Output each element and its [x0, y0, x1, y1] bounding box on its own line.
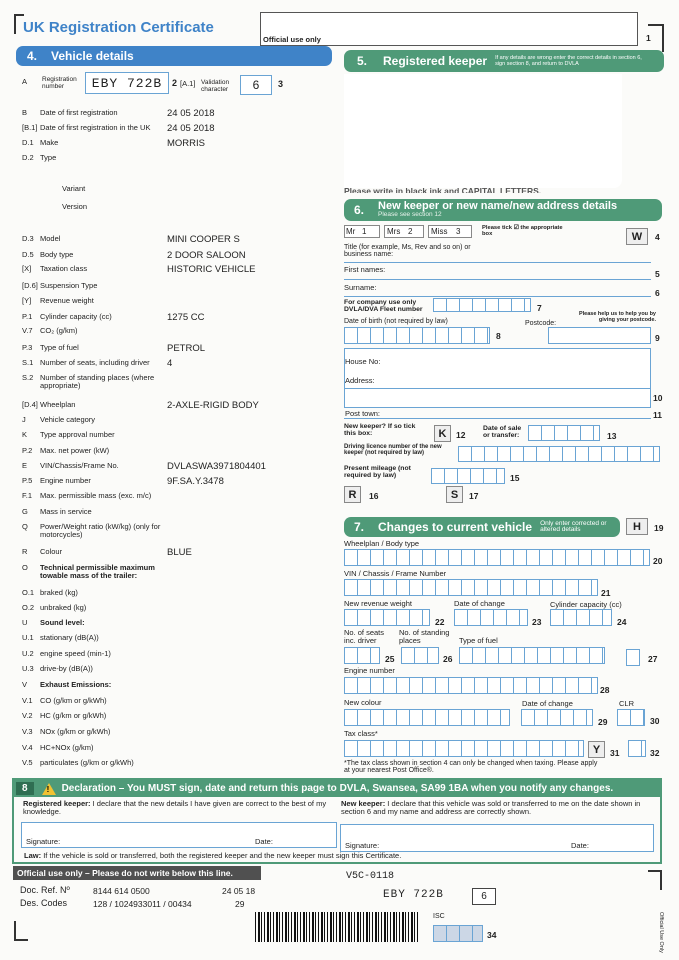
registered-keeper-signature-box[interactable] [21, 822, 337, 848]
title-field-label: Title (for example, Ms, Rev and so on) or business name: [344, 244, 471, 259]
doc-ref-label: Doc. Ref. Nº [20, 885, 70, 895]
row-code: D.2 [22, 153, 34, 162]
section-6-title: New keeper or new name/new address details [378, 200, 618, 213]
licence-label: Driving licence number of the new keeper (not required by law) [344, 444, 442, 457]
title-miss-number: 3 [456, 227, 461, 236]
row-code: O [22, 563, 28, 572]
row-code: B [22, 108, 28, 117]
row-label: Max. net power (kW) [40, 446, 110, 455]
row-code: [B.1] [22, 123, 38, 132]
row-value: DVLASWA3971804401 [167, 461, 266, 472]
row-label: stationary (dB(A)) [40, 633, 99, 642]
section-7-number: 7. [354, 520, 365, 534]
row-code: V.2 [22, 711, 33, 720]
row-code: P.1 [22, 312, 33, 321]
w-box: W [626, 228, 648, 245]
vin-input[interactable] [344, 579, 598, 596]
registered-keeper-bold: Registered keeper: [23, 799, 91, 808]
dob-input[interactable] [344, 327, 490, 344]
row-label: Exhaust Emissions: [40, 680, 112, 689]
vin-label: VIN / Chassis / Frame Number [344, 569, 447, 578]
row-code: S.2 [22, 373, 34, 382]
box-number-25: 25 [385, 654, 395, 664]
row-label: Mass in service [40, 507, 92, 516]
row-label: braked (kg) [40, 588, 78, 597]
footer-registration: EBY 722B [383, 889, 444, 901]
title-mrs-number: 2 [408, 227, 413, 236]
row-label: Power/Weight ratio (kW/kg) (only for motorcycles) [40, 522, 161, 539]
cylinder-capacity-label: Cylinder capacity (cc) [550, 600, 622, 609]
tax-class-input[interactable] [344, 740, 584, 757]
y-box: Y [588, 741, 605, 758]
row-value: MORRIS [167, 138, 205, 149]
row-value: 2-AXLE-RIGID BODY [167, 400, 259, 411]
row-label: Type of fuel [40, 343, 79, 352]
section-5-cut-text: Please write in black ink and CAPITAL LETTERS. [344, 187, 542, 193]
box-number-6: 6 [655, 288, 660, 298]
registered-keeper-text: I declare that the new details I have given are correct to the best of my knowledge. [23, 799, 327, 816]
row-value: BLUE [167, 547, 192, 558]
row-value: 1275 CC [167, 312, 205, 323]
box-number-1: 1 [646, 33, 651, 43]
law-note [24, 852, 401, 860]
fleet-number-input[interactable] [433, 298, 531, 312]
address-label: Address: [345, 376, 375, 385]
row-code: P.3 [22, 343, 33, 352]
box-number-15: 15 [510, 473, 520, 483]
row-code: F.1 [22, 491, 33, 500]
row-code: V.4 [22, 743, 33, 752]
clr-label: CLR [619, 699, 635, 708]
row-code: D.3 [22, 234, 34, 243]
row-label: HC+NOx (g/km) [40, 743, 94, 752]
row-code: J [22, 415, 26, 424]
row-label: engine speed (min-1) [40, 649, 111, 658]
title-mr-label: Mr [346, 227, 356, 236]
title-field-line [344, 262, 651, 263]
box-number-21: 21 [601, 588, 611, 598]
new-keeper-declaration [341, 800, 653, 816]
box-number-29: 29 [598, 717, 608, 727]
row-value: HISTORIC VEHICLE [167, 264, 256, 275]
postcode-help: Please help us to help you by giving your postcode. [578, 311, 656, 323]
row-label: Cylinder capacity (cc) [40, 312, 112, 321]
row-code: D.5 [22, 250, 34, 259]
row-label: Revenue weight [40, 296, 94, 305]
row-value: PETROL [167, 343, 206, 354]
section-5-header [344, 50, 664, 72]
clr-input[interactable] [617, 709, 645, 726]
official-use-side-text: Official Use Only [658, 912, 664, 953]
first-names-line [344, 279, 651, 280]
engine-number-label: Engine number [344, 666, 395, 675]
box-number-26: 26 [443, 654, 453, 664]
row-label: Model [40, 234, 61, 243]
form-code: V5C-0118 [346, 871, 395, 882]
box-number-27: 27 [648, 654, 658, 664]
reg-number-2: 2 [172, 78, 178, 88]
row-label: Body type [40, 250, 74, 259]
standing-input[interactable] [401, 647, 439, 664]
revenue-weight-label: New revenue weight [344, 599, 412, 608]
row-label: CO (g/km or g/kWh) [40, 696, 107, 705]
section-6-number: 6. [354, 203, 365, 217]
row-label: Suspension Type [40, 281, 98, 290]
post-town-label: Post town: [345, 409, 381, 418]
reg-ref: [A.1] [180, 79, 196, 88]
row-label: Number of standing places (where appropriate) [40, 373, 155, 390]
title-miss-label: Miss [431, 227, 448, 236]
row-code: [X] [22, 264, 32, 273]
registered-keeper-declaration [23, 800, 335, 816]
row-label: Date of first registration [40, 108, 118, 117]
row-label: Number of seats, including driver [40, 358, 150, 367]
row-value: 2 DOOR SALOON [167, 250, 246, 261]
date-of-sale-input[interactable] [528, 425, 600, 441]
row-code: O.1 [22, 588, 35, 597]
row-label: drive-by (dB(A)) [40, 664, 93, 673]
row-label: Max. permissible mass (exc. m/c) [40, 491, 152, 500]
row-code: S.1 [22, 358, 34, 367]
section-4-number: 4. [27, 49, 38, 63]
box-number-11: 11 [653, 410, 662, 420]
address-line [344, 388, 651, 389]
row-label: unbraked (kg) [40, 603, 87, 612]
row-code: D.1 [22, 138, 34, 147]
row-code: G [22, 507, 28, 516]
section-8-title: Declaration – You MUST sign, date and return this page to DVLA, Swansea, SA99 1BA when you notify any changes. [61, 783, 614, 794]
box-number-19: 19 [654, 523, 664, 533]
signature-label-2: Signature: [345, 841, 380, 850]
official-use-label: Official use only [263, 35, 321, 44]
section-8-number: 8 [16, 782, 34, 795]
des-codes-number: 29 [235, 899, 245, 909]
row-code: U [22, 618, 28, 627]
row-label: Type [40, 153, 57, 162]
box-number-10: 10 [653, 393, 663, 403]
row-label: Wheelplan [40, 400, 76, 409]
post-town-line [344, 418, 651, 419]
row-label: CO₂ (g/km) [40, 326, 78, 335]
row-value: MINI COOPER S [167, 234, 240, 245]
standing-label: No. of standing places [399, 628, 450, 645]
des-codes-label: Des. Codes [20, 898, 68, 908]
box-number-24: 24 [617, 617, 627, 627]
new-colour-label: New colour [344, 698, 382, 707]
wheelplan-input[interactable] [344, 549, 650, 566]
row-label: Technical permissible maximum towable mass of the trailer: [40, 563, 155, 580]
r-box[interactable]: R [344, 486, 361, 503]
box-number-8: 8 [496, 331, 501, 341]
licence-input[interactable] [458, 446, 660, 462]
row-code: V [22, 680, 28, 689]
engine-number-input[interactable] [344, 677, 598, 694]
signature-label-1: Signature: [26, 837, 61, 846]
row-code: V.3 [22, 727, 33, 736]
section-7-header [344, 517, 620, 537]
law-bold: Law: [24, 851, 42, 860]
row-label: Version [62, 202, 88, 211]
row-code: [D.4] [22, 400, 38, 409]
row-label: Make [40, 138, 59, 147]
cylinder-capacity-input[interactable] [550, 609, 612, 626]
row-code: P.2 [22, 446, 33, 455]
row-code: [Y] [22, 296, 32, 305]
fuel-label: Type of fuel [459, 636, 498, 645]
doc-ref: 8144 614 0500 [93, 886, 150, 896]
row-code: P.5 [22, 476, 33, 485]
row-label: Sound level: [40, 618, 85, 627]
postcode-label: Postcode: [525, 320, 557, 327]
date-of-change-2-label: Date of change [522, 699, 573, 708]
box-number-7: 7 [537, 303, 542, 313]
validation-label: Validation character [201, 79, 230, 93]
dob-label: Date of birth (not required by law) [344, 318, 448, 325]
box-number-30: 30 [650, 716, 660, 726]
box-number-23: 23 [532, 617, 542, 627]
row-label: Variant [62, 184, 86, 193]
section-5-note: If any details are wrong enter the correct details in section 6, sign section 8, and return to DVLA [495, 54, 642, 67]
box-number-5: 5 [655, 269, 660, 279]
registration-number: EBY 722B [85, 72, 169, 94]
row-label: NOx (g/km or g/kWh) [40, 727, 111, 736]
box-number-12: 12 [456, 430, 466, 440]
row-code: R [22, 547, 28, 556]
title-mrs-label: Mrs [387, 227, 401, 236]
validation-number-3: 3 [278, 79, 284, 89]
surname-label: Surname: [344, 283, 377, 292]
address-box[interactable] [344, 348, 651, 408]
k-box[interactable]: K [434, 425, 451, 442]
isc-label: ISC [433, 913, 445, 920]
title-mr-number: 1 [362, 227, 367, 236]
row-code: Q [22, 522, 28, 531]
mileage-input[interactable] [431, 468, 505, 484]
row-label: HC (g/km or g/kWh) [40, 711, 107, 720]
footer-check-character: 6 [472, 888, 496, 905]
registered-keeper-area [344, 74, 622, 188]
row-label: particulates (g/km or g/kWh) [40, 758, 134, 767]
date-label-2: Date: [571, 841, 589, 850]
doc-ref-date: 24 05 18 [222, 886, 256, 896]
row-code: K [22, 430, 28, 439]
section-8-header [14, 780, 660, 797]
tax-code-input[interactable] [628, 740, 646, 757]
tax-note: *The tax class shown in section 4 can only be changed when taxing. Please apply at your nearest Post Office®. [344, 760, 598, 775]
row-label: Date of first registration in the UK [40, 123, 151, 132]
mileage-label: Present mileage (not required by law) [344, 465, 411, 480]
new-keeper-text: I declare that this vehicle was sold or transferred to me on the date shown in section 6 and my name and address are correctly shown. [341, 799, 641, 816]
section-7-note: Only enter corrected or altered details [540, 519, 607, 533]
first-names-label: First names: [344, 265, 386, 274]
row-label: Colour [40, 547, 63, 556]
row-code: [D.6] [22, 281, 38, 290]
row-value: 9F.SA.Y.3478 [167, 476, 224, 487]
law-text: If the vehicle is sold or transferred, both the registered keeper and the new keeper must sign this Certificate. [43, 851, 402, 860]
page-title: UK Registration Certificate [23, 19, 214, 36]
reg-label: Registration number [42, 76, 77, 90]
date-label-1: Date: [255, 837, 273, 846]
box-number-13: 13 [607, 431, 617, 441]
barcode [255, 912, 418, 942]
corner-mark-bottom-right [648, 870, 662, 890]
row-value: 24 05 2018 [167, 108, 215, 119]
s-box[interactable]: S [446, 486, 463, 503]
row-label: VIN/Chassis/Frame No. [40, 461, 119, 470]
date-of-change-2-input[interactable] [521, 709, 593, 726]
warning-icon: ! [42, 783, 56, 795]
seats-input[interactable] [344, 647, 380, 664]
row-code: O.2 [22, 603, 35, 612]
section-4-title: Vehicle details [51, 49, 134, 63]
tick-note: Please tick ☑ the appropriate box [482, 225, 563, 238]
surname-line [344, 296, 651, 297]
box-number-31: 31 [610, 748, 620, 758]
section-7-title: Changes to current vehicle [378, 520, 533, 534]
row-code: E [22, 461, 28, 470]
new-keeper-bold: New keeper: [341, 799, 386, 808]
revenue-weight-input[interactable] [344, 609, 430, 626]
box-number-4: 4 [655, 232, 660, 242]
row-code: V.1 [22, 696, 33, 705]
row-label: Engine number [40, 476, 91, 485]
corner-mark-bottom-left [14, 921, 28, 941]
section-6-subtitle: Please see section 12 [378, 211, 442, 219]
box-number-32: 32 [650, 748, 660, 758]
section-6-header [344, 199, 662, 221]
row-label: Type approval number [40, 430, 115, 439]
fuel-code-box[interactable] [626, 649, 640, 666]
box-number-16: 16 [369, 491, 379, 501]
wheelplan-label: Wheelplan / Body type [344, 539, 420, 548]
h-box: H [626, 518, 648, 535]
box-number-22: 22 [435, 617, 445, 627]
row-code: V.5 [22, 758, 33, 767]
isc-input[interactable] [433, 925, 483, 942]
validation-character: 6 [240, 75, 272, 95]
box-number-28: 28 [600, 685, 610, 695]
row-label: Vehicle category [40, 415, 96, 424]
section-4-header [16, 46, 332, 66]
postcode-input[interactable] [548, 327, 651, 344]
seats-label: No. of seats inc. driver [344, 628, 385, 645]
des-codes: 128 / 1024933011 / 00434 [93, 899, 192, 909]
official-use-bar: Official use only – Please do not write below this line. [13, 866, 261, 880]
row-code: U.1 [22, 633, 34, 642]
box-number-9: 9 [655, 333, 660, 343]
fuel-input[interactable] [459, 647, 605, 664]
date-of-sale-label: Date of sale or transfer: [483, 425, 522, 440]
reg-code: A [22, 77, 28, 86]
row-code: U.3 [22, 664, 34, 673]
date-of-change-input[interactable] [454, 609, 528, 626]
tax-class-label: Tax class* [344, 729, 378, 738]
new-colour-input[interactable] [344, 709, 510, 726]
row-value: 4 [167, 358, 173, 369]
new-keeper-signature-box[interactable] [340, 824, 654, 852]
section-5-title: Registered keeper [383, 54, 488, 68]
box-number-17: 17 [469, 491, 479, 501]
row-value: 24 05 2018 [167, 123, 215, 134]
date-of-change-label: Date of change [454, 599, 505, 608]
house-no-label: House No: [345, 357, 381, 366]
row-label: Taxation class [40, 264, 88, 273]
company-label: For company use only DVLA/DVA Fleet number [344, 299, 423, 314]
section-5-number: 5. [357, 54, 368, 68]
new-keeper-label: New keeper? If so tick this box: [344, 423, 416, 438]
row-code: U.2 [22, 649, 34, 658]
box-number-20: 20 [653, 556, 663, 566]
row-code: V.7 [22, 326, 33, 335]
box-number-34: 34 [487, 930, 497, 940]
